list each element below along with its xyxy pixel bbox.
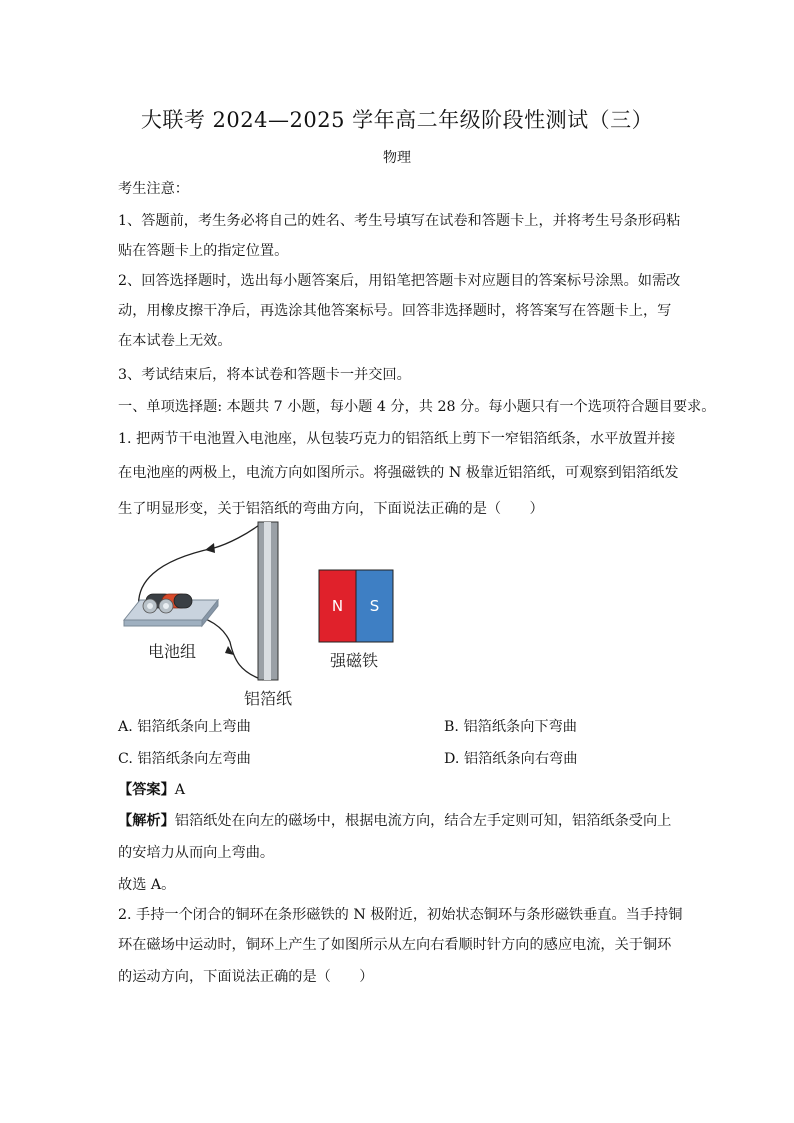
question-1-line-3: 生了明显形变，关于铝箔纸的弯曲方向，下面说法正确的是（ ） — [118, 501, 544, 517]
analysis-line-2: 的安培力从而向上弯曲。 — [118, 845, 275, 861]
question-2-line-3: 的运动方向，下面说法正确的是（ ） — [118, 969, 374, 985]
question-1-figure — [118, 520, 418, 715]
question-2-line-2: 环在磁场中运动时，铜环上产生了如图所示从左向右看顺时针方向的感应电流，关于铜环 — [118, 937, 672, 953]
analysis-line-1 — [118, 810, 671, 830]
exam-title: 大联考 2024—2025 学年高二年级阶段性测试（三） — [140, 108, 654, 132]
question-2-line-1: 2. 手持一个闭合的铜环在条形磁铁的 N 极附近，初始状态铜环与条形磁铁垂直。当手持铜 — [118, 907, 683, 923]
notice-item-2-line-3: 在本试卷上无效。 — [118, 333, 232, 349]
magnet-label: 强磁铁 — [330, 651, 379, 670]
option-a: A. 铝箔纸条向上弯曲 — [118, 719, 251, 735]
magnet-south-pole: S — [369, 597, 380, 615]
option-c: C. 铝箔纸条向左弯曲 — [118, 751, 251, 767]
current-arrow-upper — [205, 543, 215, 553]
answer-tag: 【答案】 — [118, 782, 175, 798]
foil-strip — [258, 522, 278, 680]
notice-item-3: 3、考试结束后，将本试卷和答题卡一并交回。 — [118, 367, 411, 383]
analysis-tag: 【解析】 — [118, 813, 175, 829]
notice-item-1-line-2: 贴在答题卡上的指定位置。 — [118, 243, 289, 259]
battery-pack — [124, 594, 218, 626]
notice-item-2-line-2: 动，用橡皮擦干净后，再选涂其他答案标号。回答非选择题时，将答案写在答题卡上，写 — [118, 303, 672, 319]
notice-item-2-line-1: 2、回答选择题时，选出每小题答案后，用铅笔把答题卡对应题目的答案标号涂黑。如需改 — [118, 273, 681, 289]
battery-label: 电池组 — [148, 642, 197, 661]
notice-heading: 考生注意： — [118, 181, 189, 197]
question-1-line-1: 1. 把两节干电池置入电池座，从包装巧克力的铝箔纸上剪下一窄铝箔纸条，水平放置并接 — [118, 431, 676, 447]
notice-item-1-line-1: 1、答题前，考生务必将自己的姓名、考生号填写在试卷和答题卡上，并将考生号条形码粘 — [118, 213, 681, 229]
magnet-north-pole: N — [331, 597, 344, 615]
answer-value: A — [174, 782, 186, 798]
subject-label: 物理 — [383, 150, 411, 166]
option-b: B. 铝箔纸条向下弯曲 — [444, 719, 577, 735]
analysis-text-1: 铝箔纸处在向左的磁场中，根据电流方向，结合左手定则可知，铝箔纸条受向上 — [174, 813, 672, 829]
answer-line — [118, 779, 185, 799]
question-1-line-2: 在电池座的两极上，电流方向如图所示。将强磁铁的 N 极靠近铝箔纸，可观察到铝箔纸发 — [118, 465, 679, 481]
conclusion-line: 故选 A。 — [118, 877, 176, 893]
magnet — [319, 570, 393, 642]
section-1-heading: 一、单项选择题: 本题共 7 小题，每小题 4 分，共 28 分。每小题只有一个选项符合题目要求。 — [118, 399, 716, 415]
foil-label: 铝箔纸 — [244, 689, 293, 708]
option-d: D. 铝箔纸条向右弯曲 — [444, 751, 578, 767]
